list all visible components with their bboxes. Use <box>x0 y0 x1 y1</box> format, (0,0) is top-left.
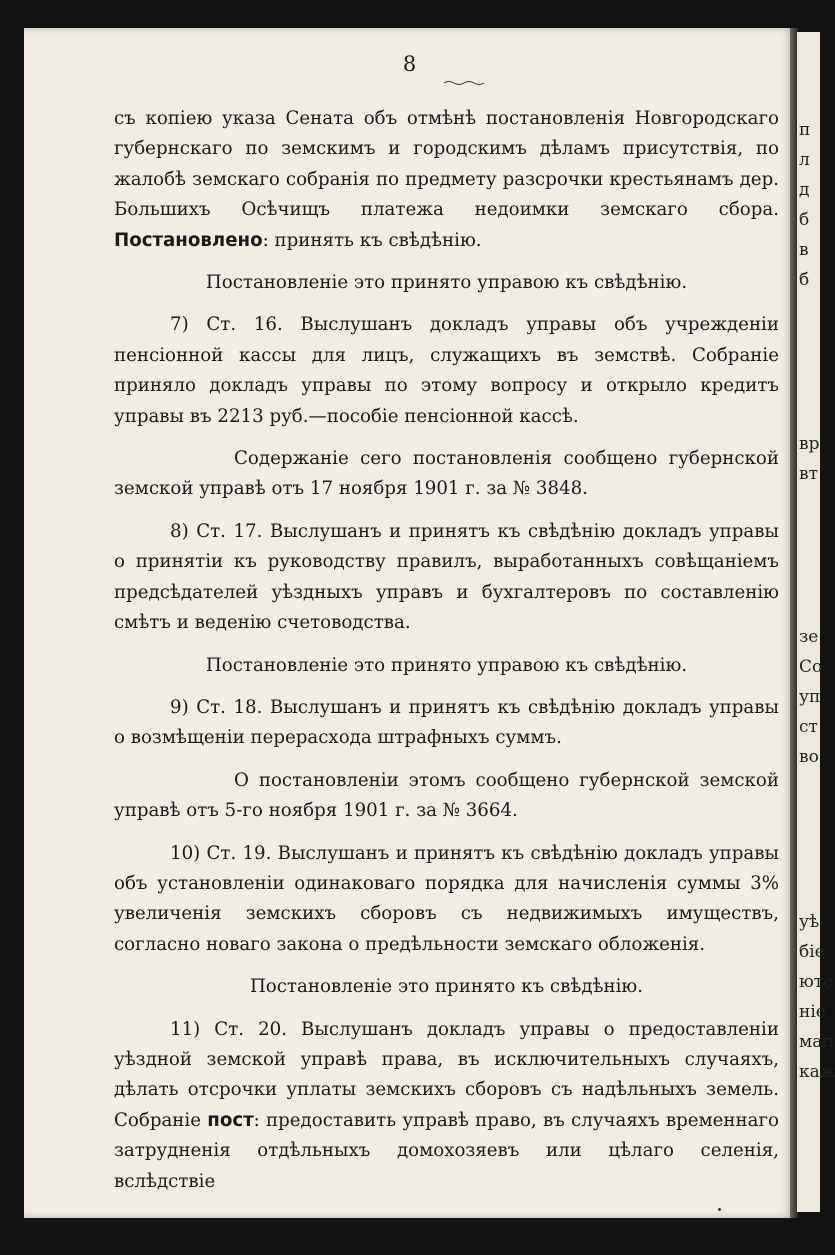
adjacent-fragment: вт <box>799 464 818 484</box>
paragraph-text: 11) Ст. 20. Выслушанъ докладъ управы о предоставленiи уѣздной земской управѣ права, въ исключительныхъ случаяхъ, дѣлать отсрочки уплаты земскихъ сборовъ съ надѣльныхъ земель. Собранiе <box>114 1018 779 1131</box>
adjacent-fragment: нiе <box>799 1002 826 1022</box>
ornament-divider <box>444 80 484 86</box>
adjacent-fragment: уѣ <box>799 912 820 932</box>
adjacent-page-edge <box>797 32 835 1212</box>
item-9: 9) Ст. 18. Выслушанъ и принятъ къ свѣдѣнiю докладъ управы о возмѣщенiи перерасхода штрафныхъ суммъ. <box>114 696 779 749</box>
adjacent-fragment: д <box>799 180 810 200</box>
item-8: 8) Ст. 17. Выслушанъ и принятъ къ свѣдѣнiю докладъ управы о принятiи къ руководству правилъ, выработанныхъ совѣщанiемъ предсѣдателей уѣздныхъ управъ и бухгалтеровъ по составленiю смѣтъ и веденiю счетоводства. <box>114 520 779 634</box>
resolution-note: Постановленiе это принято къ свѣдѣнiю. <box>249 976 644 998</box>
adjacent-fragment: ст <box>799 717 818 737</box>
adjacent-fragment: мап <box>799 1032 834 1052</box>
resolution-note: Содержанiе сего постановленiя сообщено губернской земской управѣ отъ 17 ноября 1901 г. за № 3848. <box>114 448 779 500</box>
book-page <box>24 28 795 1218</box>
adjacent-fragment: л <box>799 150 810 170</box>
item-10: 10) Ст. 19. Выслушанъ и принятъ къ свѣдѣнiю докладъ управы объ установленiи одинаковаго порядка для начисленiя суммы 3% увеличенiя земскихъ сборовъ съ недвижимыхъ имуществъ, согласно новаго закона о предѣльности земскаго обложенiя. <box>114 842 779 955</box>
adjacent-fragment: б <box>799 210 810 230</box>
adjacent-fragment: бiе <box>799 942 825 962</box>
paragraph-text: : принять къ свѣдѣнiю. <box>262 229 482 251</box>
resolution-keyword: Постановлено <box>114 229 263 251</box>
ink-speck <box>718 1208 721 1211</box>
resolution-keyword: пост <box>207 1109 254 1131</box>
resolution-note: О постановленiи этомъ сообщено губернской земской управѣ отъ 5-го ноября 1901 г. за № 3664. <box>114 769 779 822</box>
adjacent-fragment: уп <box>799 687 821 707</box>
adjacent-fragment: юте <box>799 972 834 992</box>
paragraph-continuation <box>114 104 779 256</box>
adjacent-fragment: каж <box>799 1062 835 1082</box>
page-body <box>114 104 779 1209</box>
item-7: 7) Ст. 16. Выслушанъ докладъ управы объ учрежденiи пенсiонной кассы для лицъ, служащихъ въ земствѣ. Собранiе приняло докладъ управы по этому вопросу и открыло кредитъ управы въ 2213 руб.—пособiе пенсiонной кассѣ. <box>114 314 779 427</box>
item-11 <box>114 1015 779 1197</box>
adjacent-fragment: б <box>799 270 810 290</box>
paragraph-text: : предоставить управѣ право, въ случаяхъ временнаго затрудненiя отдѣльныхъ домохозяевъ или цѣлаго селенiя, вслѣдствiе <box>114 1109 779 1192</box>
resolution-note: Постановленiе это принято управою къ свѣдѣнiю. <box>205 272 688 294</box>
adjacent-fragment: Со <box>799 657 823 677</box>
adjacent-fragment: п <box>799 120 811 140</box>
page-number: 8 <box>402 52 417 76</box>
adjacent-fragment: зе <box>799 627 819 647</box>
adjacent-fragment: во <box>799 747 819 767</box>
adjacent-fragment: вр <box>799 434 820 454</box>
adjacent-fragment: в <box>799 240 809 260</box>
resolution-note: Постановленiе это принято управою къ свѣдѣнiю. <box>205 654 688 676</box>
paragraph-text: съ копiею указа Сената объ отмѣнѣ постановленiя Новгородскаго губернскаго по земскимъ и городскимъ дѣламъ присутствiя, по жалобѣ земскаго собранiя по предмету разсрочки крестьянамъ дер. Большихъ Осѣчищъ платежа недоимки земскаго сбора. <box>114 108 779 221</box>
